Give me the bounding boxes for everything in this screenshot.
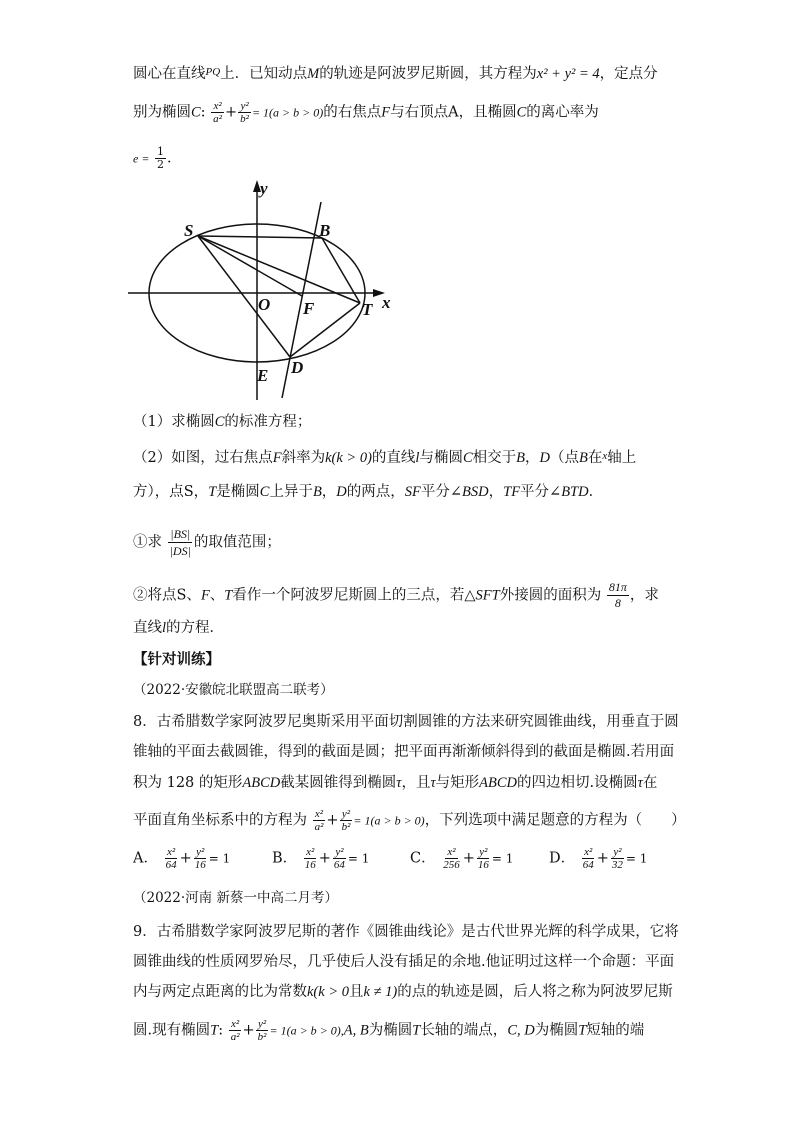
math-circle-eq: x² + y² = 4 <box>536 66 600 82</box>
text: ②将点S、 <box>133 587 201 604</box>
numerator: |BS| <box>170 527 191 541</box>
numerator: 81π <box>608 580 627 594</box>
text: 上．已知动点 <box>220 66 308 82</box>
fraction <box>441 846 462 871</box>
segment-sb <box>198 236 322 238</box>
text: 长轴的端点， <box>420 1022 508 1039</box>
section-heading: 【针对训练】 <box>133 651 220 668</box>
fraction <box>193 846 208 871</box>
math-angle-btd: ∠BTD <box>549 484 589 500</box>
fraction <box>476 846 491 871</box>
equals: = 1 <box>208 851 231 866</box>
ellipse-figure <box>128 172 403 402</box>
fraction <box>581 846 596 871</box>
text: 为椭圆 <box>368 1022 413 1039</box>
question-2-line-2 <box>133 482 603 502</box>
text: ， <box>488 484 504 500</box>
math-m: M <box>307 66 320 82</box>
q8-line-1: 8．古希腊数学家阿波罗尼奥斯采用平面切割圆锥的方法来研究圆锥曲线，用垂直于圆 <box>133 714 679 730</box>
text: 的离心率为 <box>526 104 599 121</box>
source-note: （2022·河南 新蔡一中高二月考） <box>133 890 338 906</box>
numerator: x² <box>447 846 456 858</box>
numerator: x² <box>306 846 315 858</box>
text-line <box>133 146 182 171</box>
fraction <box>303 846 318 871</box>
label-e: E <box>257 366 269 385</box>
q8-line-2: 锥轴的平面去截圆锥，得到的截面是圆；把平面再渐渐倾斜得到的截面是椭圆.若用面 <box>133 744 675 760</box>
segment-sd <box>198 236 290 357</box>
text: ， <box>524 450 540 466</box>
option-d[interactable]: D． $\frac{\text{x²}}{64}$ + $\frac{\text{y²}}{32}$ = 1 <box>549 846 648 871</box>
denominator: 64 <box>333 859 345 871</box>
fraction <box>155 146 166 171</box>
denominator: a² <box>314 821 324 833</box>
fraction <box>340 808 353 833</box>
option-letter: D． <box>549 850 576 867</box>
numerator: 1 <box>157 145 165 158</box>
text: 是椭圆 <box>216 484 260 500</box>
denominator: 256 <box>443 859 460 871</box>
math-d: D <box>336 484 347 500</box>
sub-question-1 <box>133 526 281 559</box>
q8-line-3 <box>133 773 657 793</box>
text: ， <box>321 484 337 500</box>
label-y: y <box>260 179 268 198</box>
math-f: F <box>381 104 391 121</box>
fraction <box>313 808 326 833</box>
numerator: y² <box>479 846 488 858</box>
denominator: a² <box>230 1031 240 1043</box>
text: 平分 <box>420 484 450 500</box>
text-line <box>133 62 658 84</box>
math-b: B <box>578 450 588 466</box>
numerator: x² <box>213 100 222 112</box>
text: 的两点， <box>346 484 405 500</box>
text: 轴上 <box>607 450 637 466</box>
math-d: D <box>539 450 550 466</box>
colon: : <box>218 1022 224 1039</box>
text: （2）如图，过右焦点 <box>133 450 273 466</box>
math-c: C <box>516 104 527 121</box>
label-f: F <box>303 299 315 318</box>
text: ． <box>167 150 182 167</box>
fraction <box>610 846 625 871</box>
text: 圆.现有椭圆 <box>133 1022 211 1039</box>
math-abcd: ABCD <box>479 775 518 791</box>
text: 的标准方程； <box>224 414 312 430</box>
q9-line-1: 9．古希腊数学家阿波罗尼斯的著作《圆锥曲线论》是古代世界光辉的科学成果，它将 <box>133 924 679 940</box>
source-note: （2022·安徽皖北联盟高二联考） <box>133 682 334 698</box>
math-l: l <box>162 620 167 636</box>
fraction <box>168 526 193 559</box>
text: 的四边相切.设椭圆 <box>517 775 638 791</box>
text: 在 <box>642 775 658 791</box>
math-l: l <box>415 450 420 466</box>
q9-line-2: 圆锥曲线的性质网罗殆尽，几乎使后人没有插足的余地.他证明过这样一个命题：平面 <box>133 954 675 970</box>
text: ． <box>588 484 604 500</box>
math-tau: τ <box>396 775 402 791</box>
numerator: x² <box>314 808 324 820</box>
sub-question-2-line-1 <box>133 580 659 611</box>
text: 与椭圆 <box>419 450 463 466</box>
math-t: T <box>208 484 217 500</box>
math-e: e = <box>133 151 150 166</box>
math-k: k(k > 0) <box>325 450 372 466</box>
denominator: a² <box>213 113 222 125</box>
text: 相交于 <box>472 450 517 466</box>
numerator: x² <box>231 1018 240 1030</box>
text: ，求 <box>629 587 659 604</box>
text: 平分 <box>520 484 550 500</box>
fraction <box>164 846 179 871</box>
text: 看作一个阿波罗尼斯圆上的三点，若 <box>232 587 465 604</box>
text: 外接圆的面积为 <box>499 587 602 604</box>
label-s: S <box>184 221 194 240</box>
segment-td <box>290 303 360 357</box>
math-c: C <box>214 414 225 430</box>
numerator: x² <box>167 846 176 858</box>
text: 的轨迹是阿波罗尼斯圆，其方程为 <box>319 66 537 82</box>
math-ab: A, B <box>343 1022 369 1039</box>
math-tau: τ <box>637 775 643 791</box>
text: 内与两定点距离的比为常数 <box>133 984 307 1000</box>
denominator: 2 <box>157 158 165 171</box>
math-b: B <box>312 484 322 500</box>
text: 为椭圆 <box>534 1022 579 1039</box>
denominator: 16 <box>477 859 489 871</box>
segment-sf <box>198 236 302 296</box>
denominator: b² <box>341 821 351 833</box>
text: 的点的轨迹是圆，后人将之称为阿波罗尼斯 <box>397 984 673 1000</box>
fraction <box>607 580 629 611</box>
text: 与右顶点A，且椭圆 <box>390 104 517 121</box>
math-condition: = 1(a > b > 0) <box>353 813 425 828</box>
math-b: B <box>516 450 525 466</box>
math-sf: SF <box>404 484 421 500</box>
text: （1）求椭圆 <box>133 414 215 430</box>
text: 的方程． <box>166 620 225 636</box>
text: 积为 128 的矩形 <box>133 775 243 791</box>
text: 截某圆锥得到椭圆 <box>280 775 397 791</box>
math-k: k ≠ 1) <box>363 984 398 1000</box>
text: ①求 <box>133 534 162 551</box>
text: 的右焦点 <box>323 104 382 121</box>
text: 平面直角坐标系中的方程为 <box>133 812 307 829</box>
text: 上异于 <box>269 484 313 500</box>
text: 斜率为 <box>281 450 326 466</box>
math-t: T <box>578 1022 587 1039</box>
text: 、 <box>209 587 225 604</box>
equals: = 1 <box>625 851 648 866</box>
denominator: 64 <box>165 859 177 871</box>
label-t: T <box>362 300 373 319</box>
text: 别为椭圆 <box>133 104 191 121</box>
text: 圆心在直线 <box>133 66 206 82</box>
equals: = 1 <box>347 851 370 866</box>
option-a[interactable]: A． $\frac{\text{x²}}{64}$ + $\frac{\text{y²}}{16}$ = 1 <box>133 846 231 871</box>
label-b: B <box>319 221 331 240</box>
text: 在 <box>587 450 603 466</box>
math-tf: TF <box>503 484 521 500</box>
math-f: F <box>200 587 210 604</box>
denominator: 16 <box>304 859 316 871</box>
numerator: y² <box>196 846 205 858</box>
sub-question-2-line-2 <box>133 618 224 638</box>
label-d: D <box>291 358 304 377</box>
denominator: |DS| <box>169 544 191 558</box>
numerator: y² <box>613 846 622 858</box>
math-k: k(k > 0 <box>307 984 349 1000</box>
fraction <box>211 100 224 125</box>
q8-line-4: 平面直角坐标系中的方程为 $\frac{\text{x²}}{\text{a²}}$ + $\frac{\text{y²}}{\text{b²}}$ = 1(a > b > 0)，下列选项中满足题意的方程为（ ） <box>133 808 686 833</box>
text: ，定点分 <box>599 66 658 82</box>
denominator: 16 <box>194 859 206 871</box>
text: 方），点S， <box>133 484 209 500</box>
math-condition: = 1(a > b > 0) <box>251 105 324 120</box>
math-abcd: ABCD <box>242 775 281 791</box>
numerator: y² <box>335 846 344 858</box>
colon: : <box>200 104 206 121</box>
text: ，且 <box>401 775 431 791</box>
fraction <box>256 1018 269 1043</box>
math-c: C <box>462 450 473 466</box>
denominator: b² <box>257 1031 267 1043</box>
text: 且 <box>349 984 364 1000</box>
math-f: F <box>272 450 282 466</box>
text: 短轴的端 <box>586 1022 645 1039</box>
fraction <box>229 1018 242 1043</box>
denominator: 64 <box>582 859 594 871</box>
math-pq: PQ <box>205 66 221 78</box>
option-b[interactable]: B． $\frac{\text{x²}}{16}$ + $\frac{\text{y²}}{64}$ = 1 <box>272 846 370 871</box>
option-letter: C． <box>410 850 436 867</box>
label-x: x <box>382 293 391 312</box>
q9-line-3 <box>133 982 673 1002</box>
numerator: x² <box>584 846 593 858</box>
math-c: C <box>191 104 201 121</box>
text-line: 别为椭圆C: $\frac{\text{x²}}{\text{a²}}$ + $\frac{\text{y²}}{\text{b²}}$ = 1(a > b > 0)的右焦点F与右顶点A，且椭圆C的离心率为 <box>133 100 599 125</box>
fraction <box>332 846 347 871</box>
math-cd: C, D <box>507 1022 535 1039</box>
numerator: y² <box>240 100 249 112</box>
math-t: T <box>412 1022 421 1039</box>
numerator: y² <box>341 808 351 820</box>
math-condition: = 1(a > b > 0), <box>269 1023 344 1038</box>
denominator: 8 <box>614 596 621 610</box>
text: 的直线 <box>371 450 416 466</box>
equals: = 1 <box>491 851 514 866</box>
math-t: T <box>224 587 233 604</box>
denominator: b² <box>240 113 249 125</box>
math-tau: τ <box>430 775 436 791</box>
denominator: 32 <box>611 859 623 871</box>
q9-line-4: 圆.现有椭圆T: $\frac{\text{x²}}{\text{a²}}$ + $\frac{\text{y²}}{\text{b²}}$ = 1(a > b > 0),A, B为椭圆T长轴的端点，C, D为椭圆T短轴的端 <box>133 1018 645 1043</box>
text: 的取值范围； <box>193 534 281 551</box>
option-letter: A． <box>133 850 158 867</box>
question-1 <box>133 412 311 432</box>
label-o: O <box>258 295 271 314</box>
math-t: T <box>210 1022 219 1039</box>
fraction <box>238 100 251 125</box>
question-2-line-1 <box>133 446 636 468</box>
math-triangle: △SFT <box>464 587 500 604</box>
math-angle-bsd: ∠BSD <box>449 484 489 500</box>
text: ，下列选项中满足题意的方程为（ ） <box>424 812 686 829</box>
numerator: y² <box>257 1018 267 1030</box>
text: （点 <box>549 450 579 466</box>
option-c[interactable]: C． $\frac{\text{x²}}{256}$ + $\frac{\text{y²}}{16}$ = 1 <box>410 846 514 871</box>
math-c: C <box>259 484 270 500</box>
text: 直线 <box>133 620 162 636</box>
text: 与矩形 <box>435 775 480 791</box>
option-letter: B． <box>272 850 298 867</box>
math-x: x <box>602 450 608 462</box>
